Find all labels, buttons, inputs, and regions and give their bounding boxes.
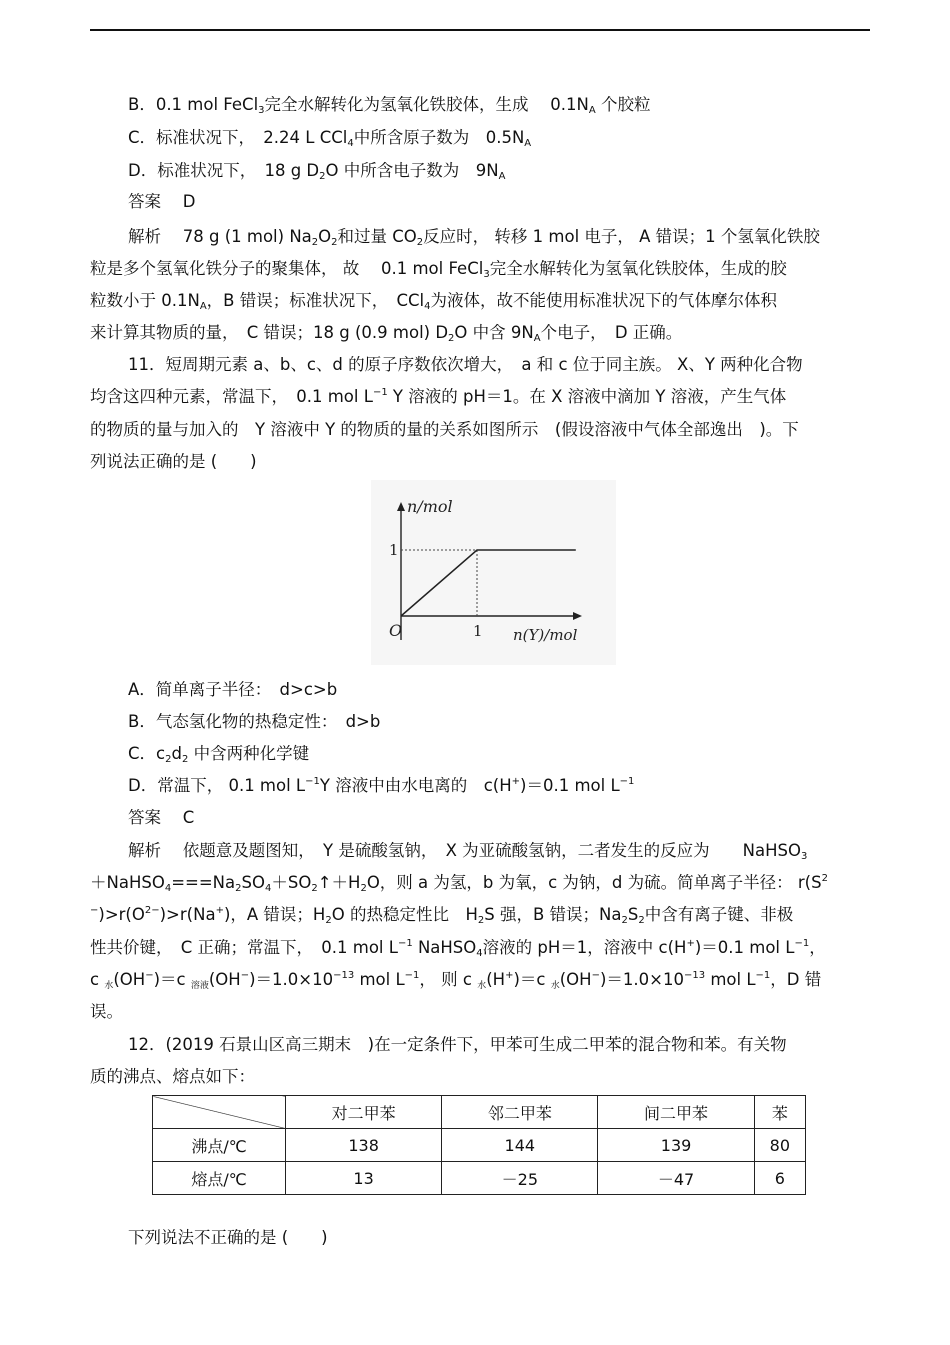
x-tick-label: 1	[473, 622, 483, 640]
table-header-cell: 间二甲苯	[598, 1096, 754, 1129]
gas-amount-chart	[371, 480, 616, 665]
q11-explain-line: 性共价键， C 正确；常温下， 0.1 mol $L^{-1}$ NaHSO$_4$溶液的 pH＝1，溶液中 c(H+)＝0.1 mol $L^{-1}$，	[90, 938, 826, 959]
header-rule	[90, 29, 870, 31]
q11-explain-line: 误。	[90, 1002, 123, 1021]
q11-answer: 答案 C	[128, 808, 195, 827]
q10-explain-line: 来计算其物质的量， C 错误；18 g (0.9 mol) $D_2O$ 中含 $9N_A$个电子， D 正确。	[90, 323, 683, 344]
q10-option-c: C．标准状况下， 2.24 L CCl$_4$中所含原子数为 $0.5N_A$	[128, 128, 532, 149]
q11-stem-line: 的物质的量与加入的 Y 溶液中 Y 的物质的量的关系如图所示 (假设溶液中气体全部逸出 )。下	[90, 420, 799, 439]
table-cell: －25	[442, 1162, 598, 1195]
q12-prompt: 下列说法不正确的是 ( )	[128, 1228, 328, 1247]
q11-explain-line: $+NaHSO_4===Na_2SO_4+SO_2↑+H_2O$，则 a 为氢，b 为氧，c 为钠，d 为硫。简单离子半径： $r(S^2$	[90, 873, 828, 894]
y-tick-label: 1	[389, 541, 399, 559]
q11-option-a: A．简单离子半径： d>c>b	[128, 680, 338, 699]
q12-stem-line: 质的沸点、熔点如下：	[90, 1067, 255, 1086]
table-cell: 138	[286, 1129, 442, 1162]
q11-stem-line: 均含这四种元素，常温下， 0.1 mol $L^{-1}$ Y 溶液的 pH＝1。在 X 溶液中滴加 Y 溶液，产生气体	[90, 387, 787, 406]
table-cell: －47	[598, 1162, 754, 1195]
q11-option-b: B．气态氢化物的热稳定性： d>b	[128, 712, 381, 731]
q11-option-c: C．$c_2d_2$ 中含两种化学键	[128, 744, 310, 765]
table-header-cell: 邻二甲苯	[442, 1096, 598, 1129]
q10-answer: 答案 D	[128, 192, 196, 211]
table-cell: 139	[598, 1129, 754, 1162]
q11-explain-line: c $_水$(OH−)＝c $_{溶液}(OH^-)=1.0\times 10^{-13}$ mol $L^{-1}$， 则 c $_水$(H+)＝c $_水(OH^-)=1.0\times 10^{-13}$ mol $L^{-1}$，D 错	[90, 970, 822, 991]
q11-explain-line: 解析 依题意及题图知， Y 是硫酸氢钠， X 为亚硫酸氢钠，二者发生的反应为 NaHSO$_3$	[128, 841, 808, 862]
table-header-row	[153, 1096, 806, 1129]
chart-svg	[371, 480, 616, 665]
properties-table	[152, 1095, 806, 1195]
q10-explain-line: 解析 78 g (1 mol) $Na_2O_2$和过量 $CO_2$反应时， 转移 1 mol 电子， A 错误；1 个氢氧化铁胶	[128, 227, 820, 248]
x-axis-arrow	[573, 612, 582, 620]
origin-label: O	[389, 621, 403, 640]
q10-option-d: D．标准状况下， 18 g $D_2O$ 中所含电子数为 $9N_A$	[128, 161, 506, 182]
table-cell: 13	[286, 1162, 442, 1195]
table-cell: 6	[754, 1162, 805, 1195]
table-cell: 80	[754, 1129, 805, 1162]
table-row-label: 沸点/℃	[153, 1129, 286, 1162]
q11-option-d: D．常温下， 0.1 mol $L^{-1}Y$ 溶液中由水电离的 c(H+)＝0.1 mol $L^{-1}$	[128, 776, 635, 795]
table-header-cell: 苯	[754, 1096, 805, 1129]
table-header-cell: 对二甲苯	[286, 1096, 442, 1129]
q11-explain-line: $^-)>r(O^{2-})>r(Na^+)$，A 错误；$H_2O$ 的热稳定性比 $H_2S$ 强，B 错误；$Na_2S_2$中含有离子键、非极	[90, 905, 794, 926]
q11-stem-line: 11．短周期元素 a、b、c、d 的原子序数依次增大， a 和 c 位于同主族。 X、Y 两种化合物	[128, 355, 803, 374]
table-row-label: 熔点/℃	[153, 1162, 286, 1195]
table-row	[153, 1162, 806, 1195]
y-axis-label: n/mol	[407, 497, 453, 516]
x-axis-label: n(Y)/mol	[513, 626, 578, 644]
table-cell: 144	[442, 1129, 598, 1162]
q11-stem-line: 列说法正确的是 ( )	[90, 452, 257, 471]
q10-option-b: B．0.1 mol FeCl$_3$完全水解转化为氢氧化铁胶体，生成 $0.1N_A$ 个胶粒	[128, 95, 651, 116]
table-corner-cell	[153, 1096, 286, 1129]
table-row	[153, 1129, 806, 1162]
series-line-gas	[401, 550, 576, 616]
q10-explain-line: 粒是多个氢氧化铁分子的聚集体， 故 0.1 mol FeCl$_3$完全水解转化为氢氧化铁胶体，生成的胶	[90, 259, 787, 280]
y-axis-arrow	[397, 502, 405, 511]
q12-stem-line: 12．(2019 石景山区高三期末 )在一定条件下，甲苯可生成二甲苯的混合物和苯。有关物	[128, 1035, 787, 1054]
q10-explain-line: 粒数小于 $0.1N_A$，B 错误；标准状况下， CCl$_4$为液体，故不能使用标准状况下的气体摩尔体积	[90, 291, 777, 312]
